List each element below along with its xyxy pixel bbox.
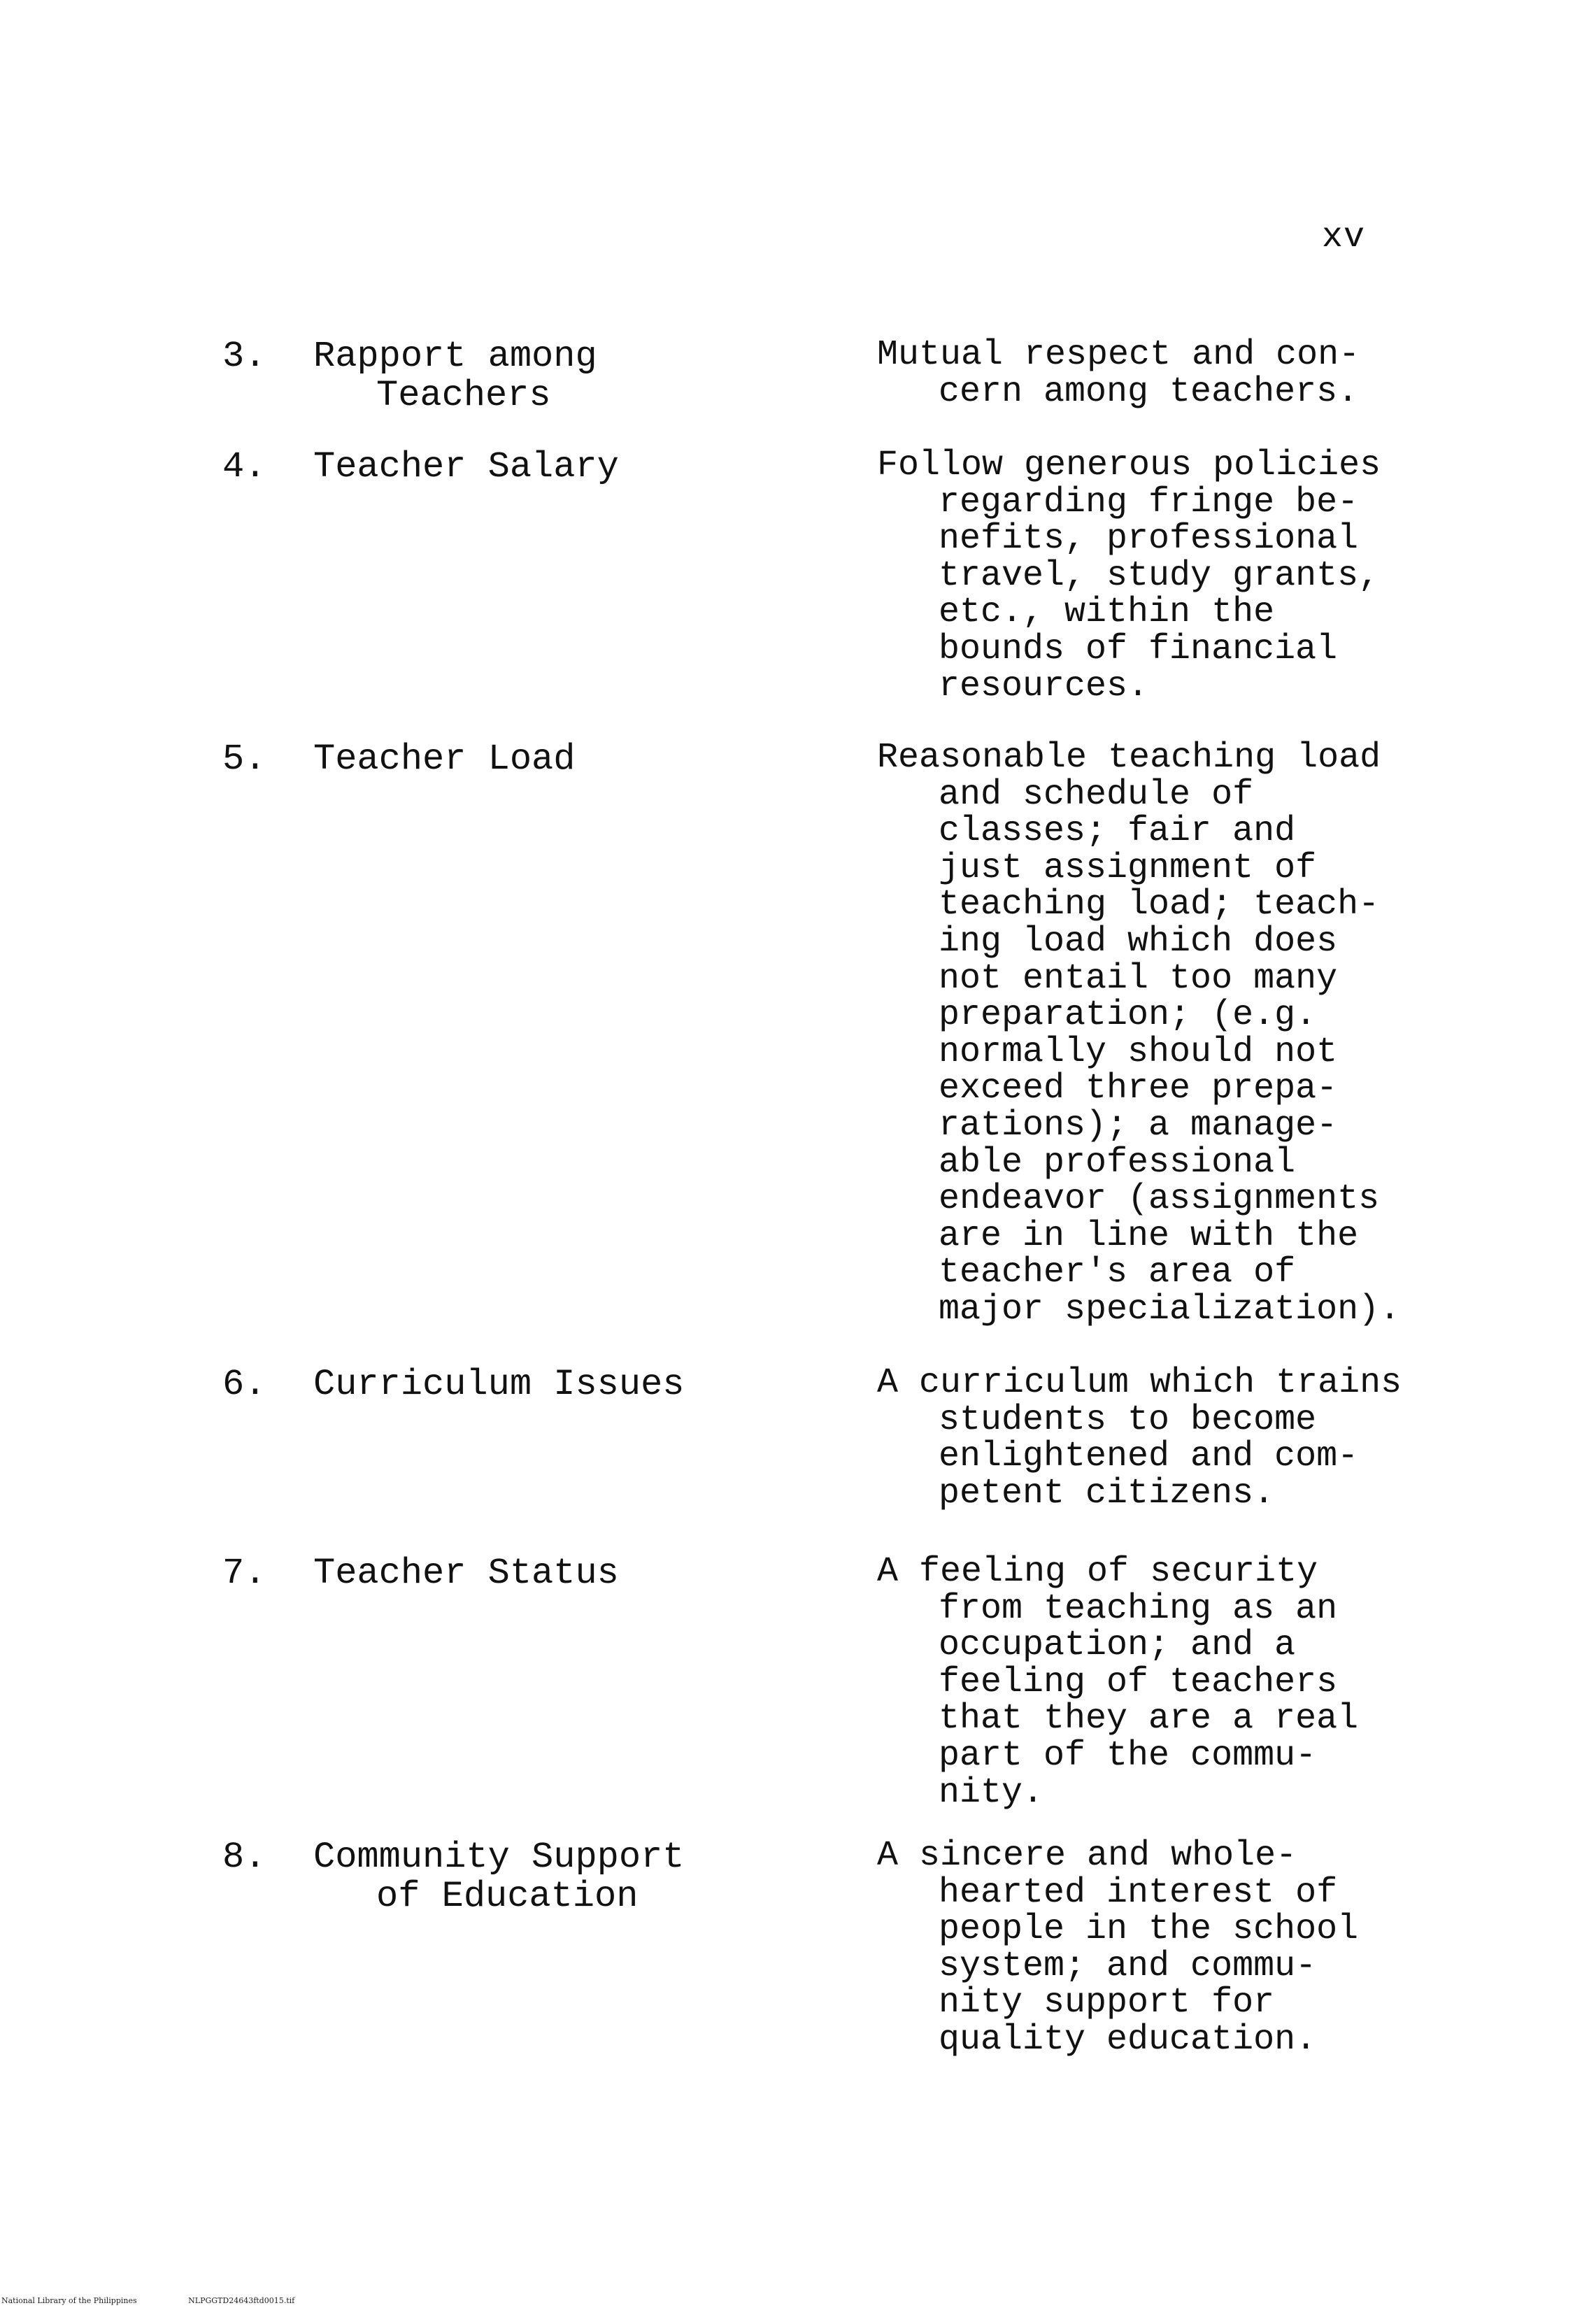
item-label-line: Teacher Salary — [313, 446, 619, 487]
item-label — [313, 1365, 685, 1404]
item-label — [313, 448, 619, 487]
item-label-line: Curriculum Issues — [313, 1364, 685, 1405]
item-label-line: Teacher Status — [313, 1553, 619, 1594]
item-description: Follow generous policies regarding fringe be- nefits, professional travel, study grants, etc., within the bounds of financial resources. — [877, 446, 1381, 706]
item-number: 3. — [222, 336, 266, 377]
item-label — [313, 1838, 685, 1916]
item-number: 4. — [222, 446, 266, 487]
item-description: A feeling of security from teaching as an occupation; and a feeling of teachers that they are a real part of the commu- nity. — [877, 1552, 1359, 1813]
item-description: Mutual respect and con- cern among teachers. — [877, 335, 1360, 412]
item-number: 6. — [222, 1364, 266, 1405]
footer-file: NLPGGTD24643ftd0015.tif — [188, 2296, 295, 2305]
item-description: A curriculum which trains students to become enlightened and com- petent citizens. — [877, 1363, 1402, 1513]
item-label-line: Teacher Load — [313, 739, 576, 780]
item-label-line: of Education — [376, 1876, 639, 1917]
item-number: 5. — [222, 739, 266, 780]
item-description: Reasonable teaching load and schedule of classes; fair and just assignment of teaching load; teach- ing load which does not entail too many preparation; (e.g. normally should not exceed three prepa- rations); a manage- able professional endeavor (assignments are in line with the teacher's area of major specialization). — [877, 738, 1401, 1330]
item-label — [313, 337, 597, 415]
item-label — [313, 740, 575, 779]
item-number: 8. — [222, 1837, 266, 1878]
item-label — [313, 1554, 619, 1593]
item-label-line: Community Support — [313, 1837, 685, 1878]
scan-footer — [1, 2297, 343, 2305]
item-number: 7. — [222, 1553, 266, 1594]
footer-library: National Library of the Philippines — [1, 2296, 137, 2305]
page-number: xv — [1322, 218, 1366, 257]
item-label-line: Rapport among — [313, 336, 597, 377]
item-label-line: Teachers — [376, 375, 551, 416]
item-description: A sincere and whole- hearted interest of people in the school system; and commu- nity support for quality education. — [877, 1836, 1359, 2060]
